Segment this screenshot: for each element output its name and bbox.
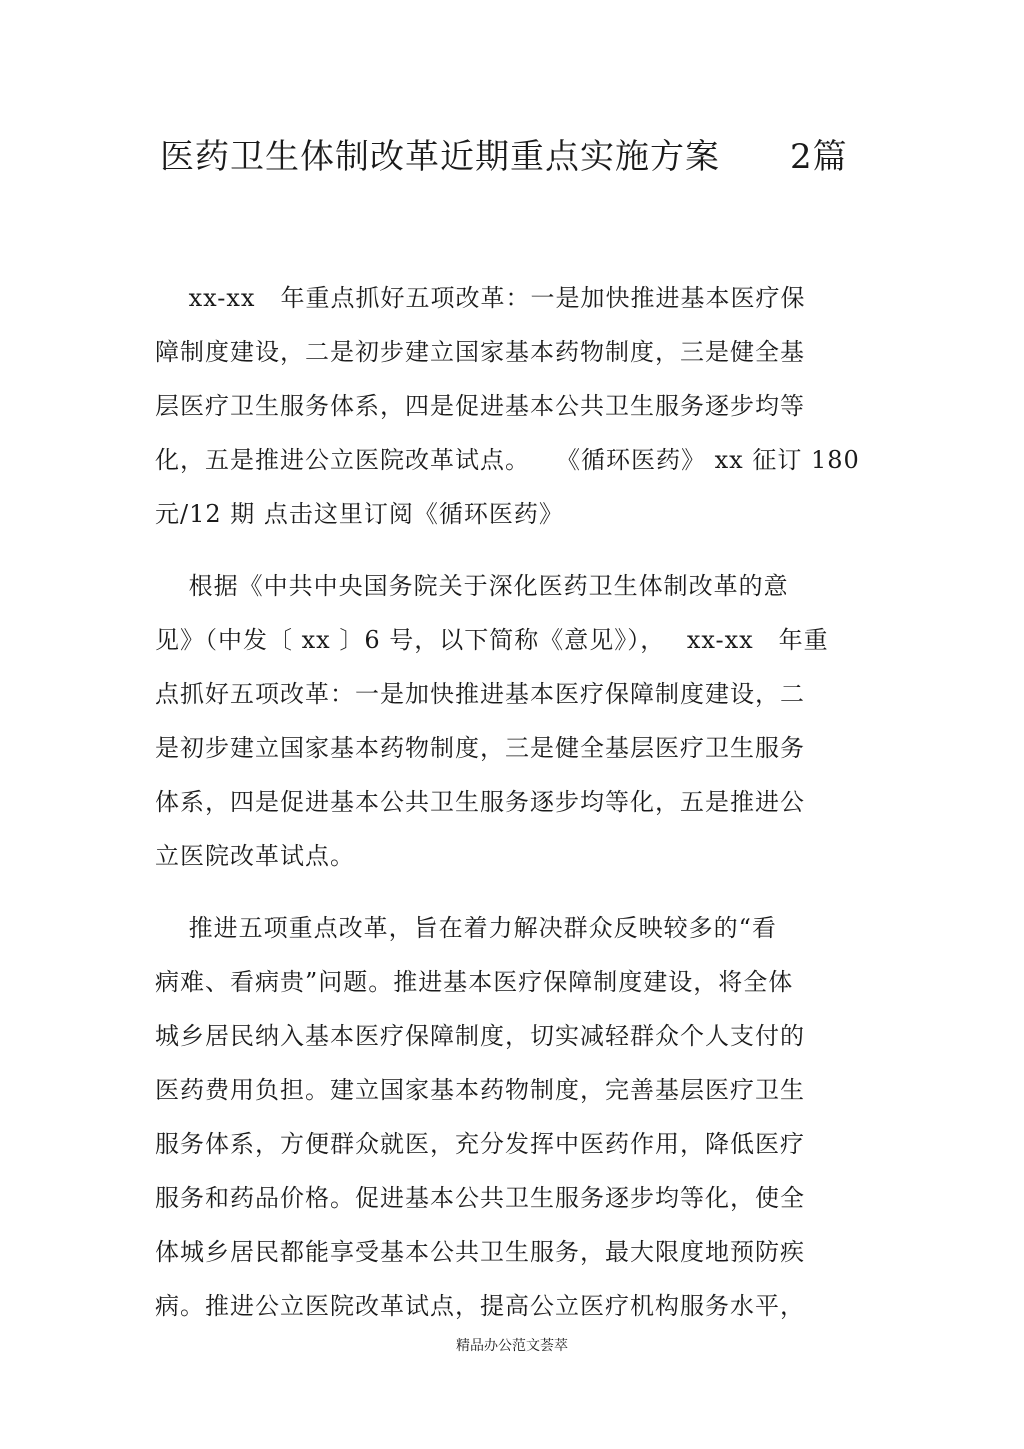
body-line: 见》（中发〔 xx 〕6 号，以下简称《意见》）， xx-xx 年重	[155, 626, 829, 654]
title-suffix: 2篇	[790, 137, 848, 177]
body-line: 障制度建设，二是初步建立国家基本药物制度，三是健全基	[155, 338, 805, 366]
body-line: 元/12 期 点击这里订阅《循环医药》	[155, 500, 564, 528]
body-line: xx-xx 年重点抓好五项改革：一是加快推进基本医疗保	[155, 284, 806, 312]
body-line: 立医院改革试点。	[155, 842, 355, 870]
body-line: 医药费用负担。建立国家基本药物制度，完善基层医疗卫生	[155, 1076, 805, 1104]
title-text: 医药卫生体制改革近期重点实施方案	[160, 137, 720, 177]
body-line: 点抓好五项改革：一是加快推进基本医疗保障制度建设，二	[155, 680, 805, 708]
body-line: 是初步建立国家基本药物制度，三是健全基层医疗卫生服务	[155, 734, 805, 762]
body-line: 体系，四是促进基本公共卫生服务逐步均等化，五是推进公	[155, 788, 805, 816]
body-line: 化，五是推进公立医院改革试点。 《循环医药》 xx 征订 180	[155, 446, 860, 474]
body-line: 服务和药品价格。促进基本公共卫生服务逐步均等化，使全	[155, 1184, 805, 1212]
page-footer: 精品办公范文荟萃	[456, 1338, 568, 1354]
document-title	[160, 132, 880, 182]
body-line: 服务体系，方便群众就医，充分发挥中医药作用，降低医疗	[155, 1130, 805, 1158]
body-line: 层医疗卫生服务体系，四是促进基本公共卫生服务逐步均等	[155, 392, 805, 420]
body-line: 城乡居民纳入基本医疗保障制度，切实减轻群众个人支付的	[155, 1022, 805, 1050]
body-line: 病难、看病贵”问题。推进基本医疗保障制度建设，将全体	[155, 968, 794, 996]
body-line: 体城乡居民都能享受基本公共卫生服务，最大限度地预防疾	[155, 1238, 805, 1266]
body-line: 病。推进公立医院改革试点，提高公立医疗机构服务水平，	[155, 1292, 805, 1320]
body-line: 根据《中共中央国务院关于深化医药卫生体制改革的意	[155, 572, 789, 600]
body-line: 推进五项重点改革，旨在着力解决群众反映较多的“看	[155, 914, 777, 942]
